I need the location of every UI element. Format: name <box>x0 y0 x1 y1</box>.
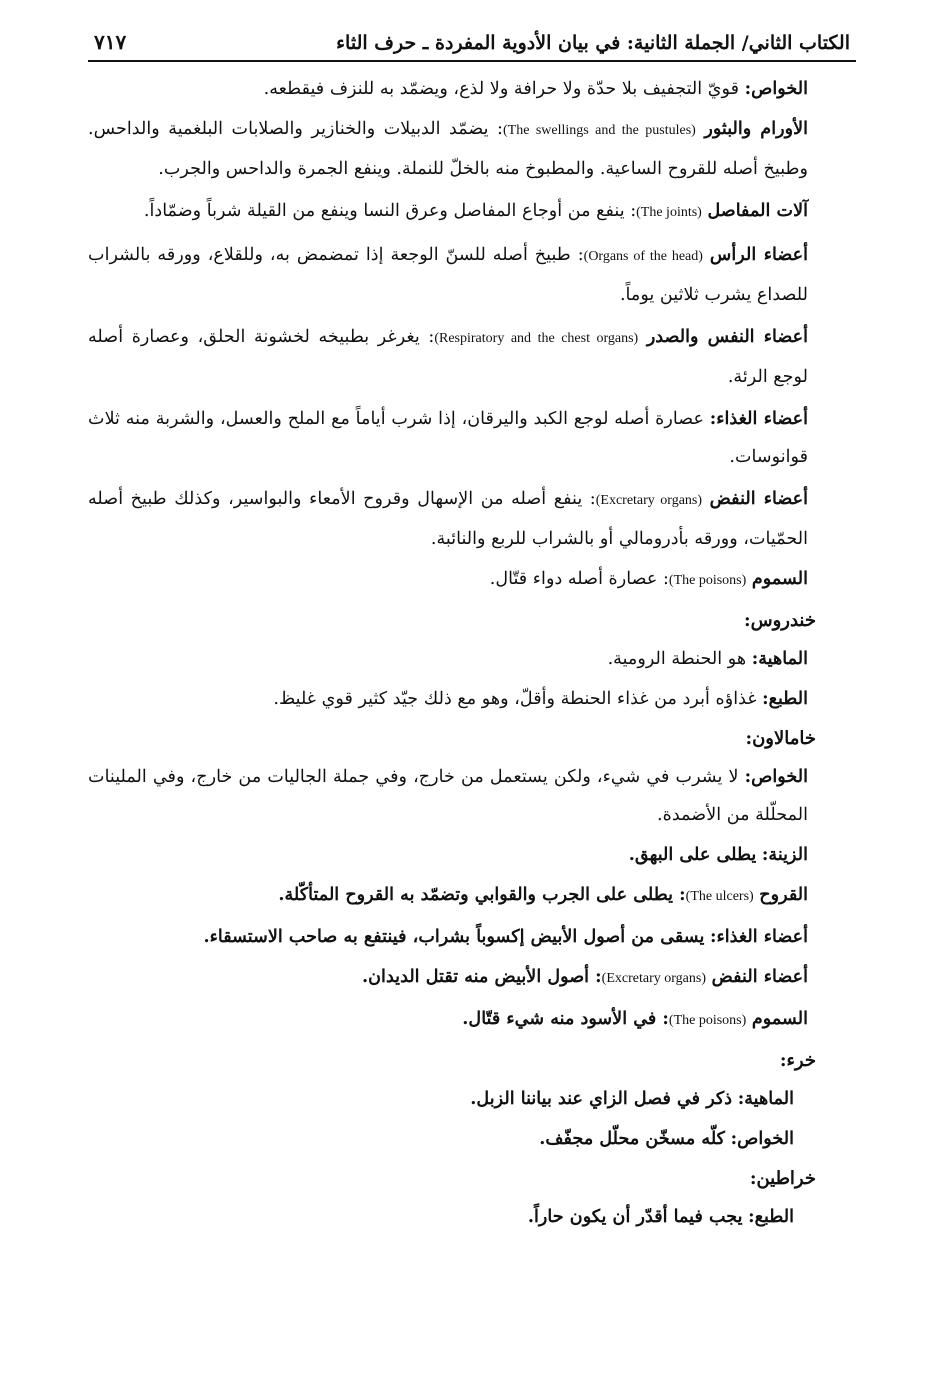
entry-ulcers <box>88 876 856 916</box>
entry-label: آلات المفاصل <box>707 200 808 221</box>
entry-text: يسقى من أصول الأبيض إكسوباً بشراب، فينتفع به صاحب الاستسقاء. <box>203 926 705 947</box>
entry-nutrition <box>88 918 856 956</box>
entry-excretary <box>88 480 856 558</box>
entry-english-gloss: (Excretary organs) <box>595 493 703 508</box>
running-header <box>88 18 856 62</box>
entry-text: : يغرغر بطبيخه لخشونة الحلق، وعصارة أصله لوجع الرئة. <box>88 327 808 387</box>
entry-label: الماهية: <box>737 1088 794 1109</box>
page-body <box>88 70 856 1236</box>
header-title: الكتاب الثاني/ الجملة الثانية: في بيان الأدوية المفردة ـ حرف الثاء <box>336 32 850 54</box>
entry-text: غذاؤه أبرد من غذاء الحنطة وأقلّ، وهو مع ذلك جيّد كثير قوي غليظ. <box>273 689 757 709</box>
entry-english-gloss: (The joints) <box>636 205 702 220</box>
entry-text: : أصول الأبيض منه تقتل الديدان. <box>362 966 602 987</box>
entry-english-gloss: (Respiratory and the chest organs) <box>434 331 639 346</box>
entry-label: الزينة: <box>761 844 808 865</box>
entry-english-gloss: (The poisons) <box>668 1013 747 1028</box>
entry-text: : عصارة أصله دواء قتّال. <box>489 569 669 589</box>
entry-text: ذكر في فصل الزاي عند بياننا الزبل. <box>470 1088 733 1109</box>
entry-text: هو الحنطة الرومية. <box>607 649 747 669</box>
entry-label: الخواص: <box>744 78 808 99</box>
entry-head-organs <box>88 236 856 314</box>
entry-text: : ينفع من أوجاع المفاصل وعرق النسا وينفع من القيلة شرباً وضمّاداً. <box>143 201 637 221</box>
section-heading-kharatin: خراطين: <box>749 1168 816 1189</box>
entry-label: أعضاء النفس والصدر <box>646 326 808 347</box>
entry-mahiya <box>88 1080 856 1118</box>
entry-label: أعضاء الغذاء: <box>709 408 809 429</box>
entry-text: : في الأسود منه شيء قتّال. <box>462 1008 669 1029</box>
entry-label: أعضاء الغذاء: <box>709 926 808 947</box>
entry-excretary <box>88 958 856 998</box>
entry-label: السموم <box>751 1008 808 1029</box>
entry-swellings <box>88 110 856 188</box>
entry-nutrition <box>88 400 856 476</box>
entry-english-gloss: (The ulcers) <box>685 889 754 904</box>
entry-label: السموم <box>751 568 808 589</box>
entry-label: الخواص: <box>730 1128 794 1149</box>
entry-khawas <box>88 1120 856 1158</box>
entry-label: الطبع: <box>748 1206 794 1227</box>
entry-english-gloss: (Excretary organs) <box>601 971 706 986</box>
entry-label: القروح <box>759 884 808 905</box>
page-number: ٧١٧ <box>94 30 127 54</box>
section-heading-khandrus: خندروس: <box>743 610 816 631</box>
entry-zina <box>88 836 856 874</box>
entry-khawas <box>88 758 856 834</box>
entry-joints <box>88 192 856 232</box>
entry-tab <box>88 680 856 718</box>
section-heading-khamalawun: خامالاون: <box>745 728 816 749</box>
entry-khawas <box>88 70 856 108</box>
entry-label: أعضاء النفض <box>711 966 808 987</box>
entry-text: يطلى على البهق. <box>628 844 757 865</box>
entry-text: : يضمّد الدبيلات والخنازير والصلابات البلغمية والداحس. وطبيخ أصله للقروح الساعية. والمطبوخ منه بالخلّ للنملة. وينفع الجمرة والداحس والجرب. <box>88 119 808 179</box>
section-heading-khur: خرء: <box>779 1050 816 1071</box>
entry-poisons <box>88 560 856 600</box>
book-page <box>88 18 856 1238</box>
entry-text: : يطلى على الجرب والقوابي وتضمّد به القروح المتأكّلة. <box>278 884 686 905</box>
entry-label: الماهية: <box>751 648 808 669</box>
entry-text: : طبيخ أصله للسنّ الوجعة إذا تمضمض به، وللقلاع، وورقه بالشراب للصداع يشرب ثلاثين يوماً. <box>88 245 808 305</box>
entry-label: الأورام والبثور <box>704 118 809 139</box>
entry-poisons <box>88 1000 856 1040</box>
entry-text: : ينفع أصله من الإسهال وقروح الأمعاء والبواسير، وكذلك طبيخ أصله الحمّيات، وورقه بأدرومالي أو بالشراب للربع والنائبة. <box>88 489 808 549</box>
entry-text: عصارة أصله لوجع الكبد واليرقان، إذا شرب أياماً مع الملح والعسل، والشربة منه ثلاث قوانوسات. <box>88 409 808 467</box>
entry-label: الخواص: <box>744 766 809 787</box>
entry-mahiya <box>88 640 856 678</box>
entry-label: الطبع: <box>762 688 808 709</box>
entry-label: أعضاء الرأس <box>709 244 808 265</box>
entry-label: أعضاء النفض <box>709 488 809 509</box>
entry-text: يجب فيما أقدّر أن يكون حاراً. <box>527 1206 743 1227</box>
entry-text: لا يشرب في شيء، ولكن يستعمل من خارج، وفي جملة الجاليات من خارج، وفي الملينات المحلّلة من الأضمدة. <box>88 767 808 825</box>
entry-english-gloss: (The poisons) <box>668 573 747 588</box>
entry-english-gloss: (The swellings and the pustules) <box>502 123 696 138</box>
entry-text: كلّه مسخّن محلّل مجفّف. <box>539 1128 726 1149</box>
entry-tab <box>88 1198 856 1236</box>
entry-english-gloss: (Organs of the head) <box>583 249 703 264</box>
entry-text: قويّ التجفيف بلا حدّة ولا حرافة ولا لذع، ويضمّد به للنزف فيقطعه. <box>263 79 740 99</box>
entry-respiratory <box>88 318 856 396</box>
